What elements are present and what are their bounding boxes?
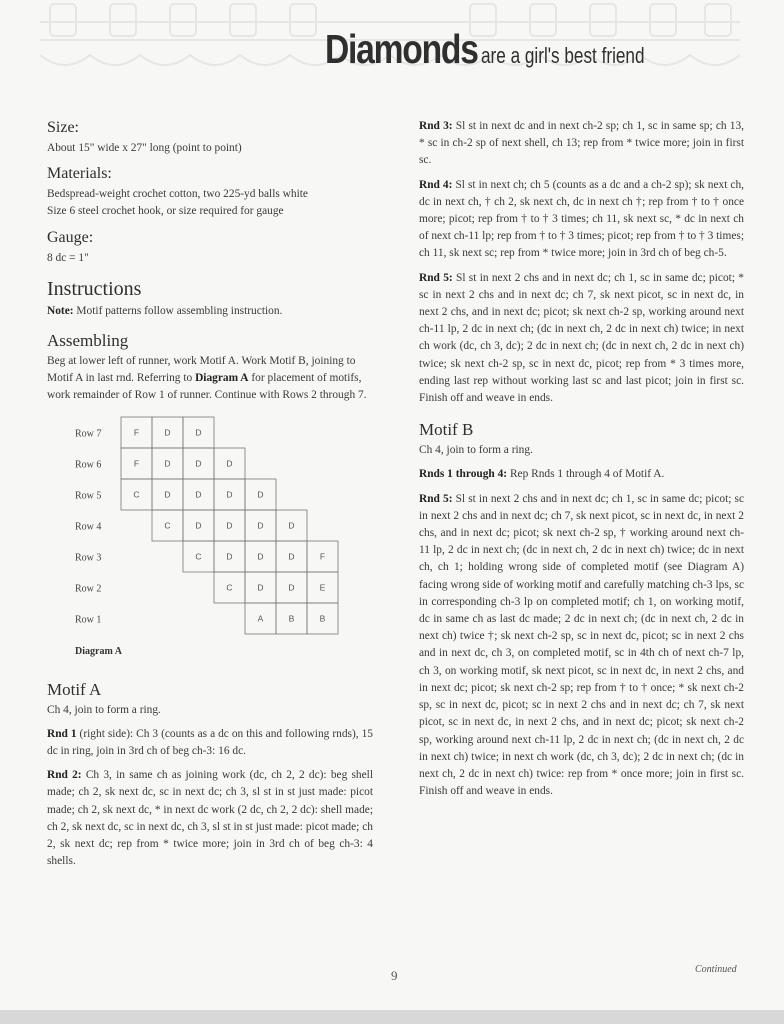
title-tagline: are a girl's best friend	[481, 43, 645, 68]
diagram-cell-letter: E	[319, 582, 326, 593]
materials-heading: Materials:	[47, 165, 112, 183]
note-paragraph	[47, 303, 373, 320]
diagram-row-label: Row 3	[75, 552, 102, 564]
continued-label: Continued	[695, 964, 737, 975]
diagram-cell-letter: C	[164, 520, 171, 531]
gauge-text: 8 dc = 1"	[47, 251, 89, 264]
assembling-heading: Assembling	[47, 331, 129, 351]
diagram-cell-letter: D	[226, 489, 233, 500]
diagram-cell-letter: D	[257, 551, 264, 562]
diagram-cell-letter: D	[288, 551, 295, 562]
diagram-cell-letter: D	[226, 458, 233, 469]
diagram-cell-letter: D	[257, 489, 264, 500]
materials-line-1: Bedspread-weight crochet cotton, two 225-yd balls white	[47, 188, 308, 201]
rnd-label: Rnd 2:	[47, 769, 82, 782]
diagram-cell-letter: A	[257, 613, 264, 624]
diagram-row-label: Row 5	[75, 490, 102, 502]
rnd-label: Rnd 1	[47, 727, 77, 740]
diagram-cell-letter: D	[164, 489, 171, 500]
diagram-cell-letter: F	[319, 551, 326, 562]
diagram-reference: Diagram A	[195, 372, 249, 385]
motif-b-heading: Motif B	[419, 420, 474, 440]
note-text: Motif patterns follow assembling instruction.	[73, 304, 283, 317]
diagram-cell-letter: D	[257, 582, 264, 593]
rnd-text: Rep Rnds 1 through 4 of Motif A.	[507, 468, 665, 481]
page-title	[325, 26, 691, 73]
rnd-label: Rnd 3:	[419, 120, 453, 132]
motif-a-rnd-5	[419, 270, 744, 408]
assembling-text-b: for placement of motifs, work remainder of Row 1 of runner. Continue with Rows 2 through 7.	[47, 372, 367, 402]
diagram-cell-letter: D	[195, 427, 202, 438]
motif-b-rnd-5	[419, 491, 744, 801]
diagram-cell-letter: B	[319, 613, 326, 624]
diagram-a	[47, 413, 373, 673]
diagram-cell-letter: D	[195, 520, 202, 531]
size-heading: Size:	[47, 119, 79, 136]
diagram-cell-letter: F	[133, 458, 140, 469]
note-label: Note:	[47, 304, 74, 317]
rnd-label: Rnd 5:	[419, 271, 453, 284]
size-text: About 15" wide x 27" long (point to point)	[47, 142, 242, 154]
materials-line-2: Size 6 steel crochet hook, or size required for gauge	[47, 205, 284, 218]
rnd-text: Sl st in next 2 chs and in next dc; ch 1, sc in same dc; picot; * sc in next 2 chs and in next dc; ch 7, sk next picot, sc in next dc, in next 2 chs, and in next dc; picot; sk next ch-2 sp, working around next ch-11 lp, 2 dc in next ch; (dc in next ch, 2 dc in next ch) twice; in next ch work (dc, ch 3, dc); 2 dc in next ch; (dc in next ch, 2 dc in next ch) twice; sk next ch-2 sp, sc in next dc, picot; rep from * 3 times more, ending last rep without working last sc and last picot; join in first sc. Finish off and weave in ends.	[419, 271, 744, 405]
motif-a-rnd-4	[419, 177, 744, 263]
diagram-cell-letter: C	[195, 551, 202, 562]
page-number: 9	[391, 968, 398, 983]
diagram-cell-letter: D	[288, 582, 295, 593]
rnd-label: Rnds 1 through 4:	[419, 468, 508, 481]
diagram-cell-letter: D	[164, 427, 171, 438]
rnd-text: Ch 3, in same ch as joining work (dc, ch 2, 2 dc): beg shell made; ch 2, sk next dc, sc in next dc; ch 3, sl st in st just made: picot made; ch 2, sk next dc, * in next dc work (2 dc, ch 2, 2 dc): shell made; ch 2, sk next dc, sc in next dc, ch 3, sl st in st just made: picot made; ch 2, sk next dc; rep from * twice more; join in 3rd ch of beg ch-3: 4 shells.	[47, 769, 373, 868]
diagram-cell-letter: D	[226, 551, 233, 562]
rnd-text: Sl st in next 2 chs and in next dc; ch 1, sc in same dc; picot; sc in next 2 chs and in next dc; ch 7, sk next picot, sc in next dc, in next 2 chs, and in next dc; picot; sk next ch-2 sp, † working around next ch-11 lp, 2 dc in next ch; (dc in next ch, 2 dc in next ch) twice; dc in next ch, ch 1; holding wrong side of completed motif (see Diagram A) facing wrong side of working motif and carefully matching ch-3 lps, sc in corresponding ch-3 lp on completed motif; ch 1, on working motif, dc in same ch as last dc made; 2 dc in next ch; (dc in next ch, 2 dc in next ch) twice †; sk next ch-2 sp, sc in next dc, picot; sc in next 2 chs and in next dc, ch 3, on completed motif, sc in 4th ch of next ch-7 lp, ch 3, on working motif, sk next picot, sc in next dc, in next 2 chs, and in next dc; picot; sk next ch-2 sp; rep from † to † once; * sk next ch-2 sp, sc in next dc, picot; sc in next 2 chs and in next dc; ch 7, sk next picot, sc in next dc, in next 2 chs, and in next dc; picot; sk next ch-2 sp, working around next ch-11 lp, 2 dc in next ch; (dc in next ch, 2 dc in next ch) twice; in next ch work (dc, ch 3, dc); 2 dc in next ch; (dc in next ch, 2 dc in next ch) twice: rep from * once more; join in first sc. Finish off and weave in ends.	[419, 492, 745, 798]
diagram-cell-letter: D	[195, 458, 202, 469]
diagram-cell-letter: D	[164, 458, 171, 469]
diagram-row-label: Row 4	[75, 521, 102, 533]
title-main: Diamonds	[325, 26, 478, 72]
motif-a-rnd-2	[47, 767, 373, 870]
rnd-text: (right side): Ch 3 (counts as a dc on this and following rnds), 15 dc in ring, join in 3rd ch of beg ch-3: 16 dc.	[47, 727, 373, 758]
diagram-cell-letter: D	[288, 520, 295, 531]
diagram-cell-letter: F	[133, 427, 140, 438]
assembling-text-a: Beg at lower left of runner, work Motif A. Work Motif B, joining to Motif A in last rnd. Referring to	[47, 355, 356, 385]
diagram-cell-letter: D	[195, 489, 202, 500]
rnd-text: Sl st in next ch; ch 5 (counts as a dc and a ch-2 sp); sk next ch, dc in next ch, † ch 2, sk next ch, dc in next ch †; rep from † to † once more; picot; rep from † to † 3 times; ch 11, sk next sc, * dc in next ch of next ch-11 lp; rep from † to † 3 times; picot; rep from † to † 3 times; ch 11, sk next sc; rep from * twice more; join in 3rd ch of beg ch-5.	[419, 178, 744, 260]
assembling-paragraph	[47, 353, 373, 405]
diagram-row-label: Row 1	[75, 614, 102, 626]
diagram-cell-letter: D	[226, 520, 233, 531]
diagram-cell-letter: D	[257, 520, 264, 531]
motif-b-intro: Ch 4, join to form a ring.	[419, 444, 533, 457]
rnd-text: Sl st in next dc and in next ch-2 sp; ch 1, sc in same sp; ch 13, * sc in ch-2 sp of next shell, ch 13; rep from * twice more; join in first sc.	[419, 120, 745, 167]
diagram-row-label: Row 7	[75, 428, 102, 440]
motif-a-heading: Motif A	[47, 679, 102, 699]
diagram-grid	[47, 413, 347, 673]
page-edge	[0, 1010, 784, 1024]
diagram-caption: Diagram A	[75, 645, 122, 657]
diagram-cell-letter: B	[288, 613, 295, 624]
gauge-heading: Gauge:	[47, 228, 94, 246]
left-column	[47, 118, 373, 877]
right-column	[419, 118, 744, 807]
motif-a-rnd-1	[47, 726, 373, 760]
motif-b-rnds-1-4	[419, 466, 744, 483]
rnd-label: Rnd 4:	[419, 178, 453, 191]
motif-a-rnd-3	[419, 118, 744, 170]
diagram-row-label: Row 6	[75, 459, 102, 471]
diagram-cell-letter: C	[226, 582, 233, 593]
diagram-row-label: Row 2	[75, 583, 102, 595]
instructions-heading: Instructions	[47, 277, 142, 300]
diagram-cell-letter: C	[133, 489, 140, 500]
motif-a-intro: Ch 4, join to form a ring.	[47, 703, 161, 716]
rnd-label: Rnd 5:	[419, 492, 453, 505]
